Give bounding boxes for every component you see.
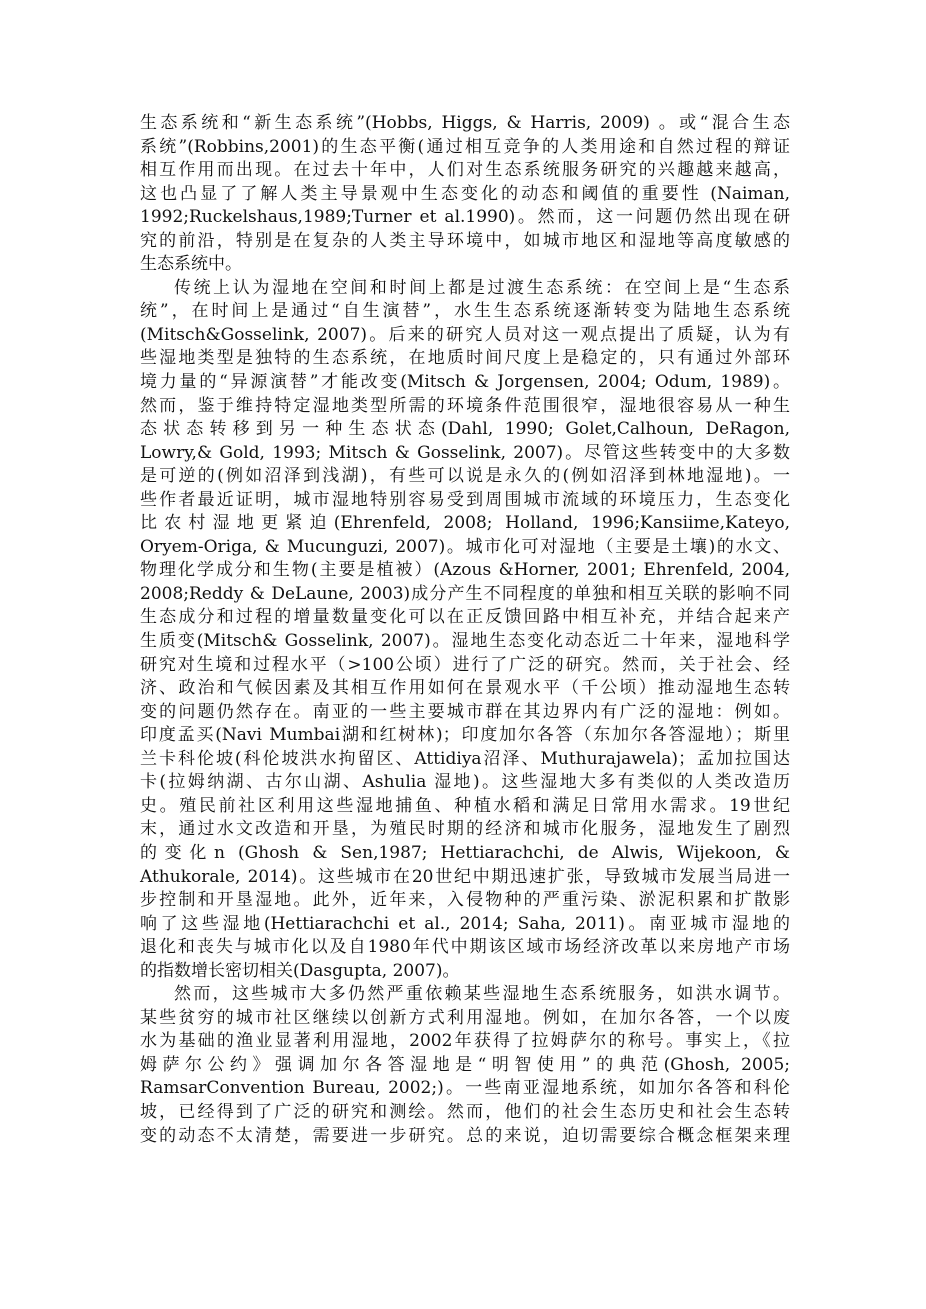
- text-line: 某些贫穷的城市社区继续以创新方式利用湿地。例如，在加尔各答，一个以废: [140, 1007, 790, 1028]
- text-line: 史。殖民前社区利用这些湿地捕鱼、种植水稻和满足日常用水需求。19世纪: [140, 795, 790, 816]
- text-line: 统”，在时间上是通过“自生演替”，水生生态系统逐渐转变为陆地生态系统: [140, 301, 790, 322]
- text-line: 相互作用而出现。在过去十年中，人们对生态系统服务研究的兴趣越来越高，: [140, 160, 790, 181]
- text-line: 兰卡科伦坡(科伦坡洪水拘留区、Attidiya沼泽、Muthurajawela)；孟加拉国达: [140, 748, 790, 769]
- text-line: 的变化n (Ghosh & Sen,1987; Hettiarachchi, de Alwis, Wijekoon, &: [140, 842, 790, 863]
- text-line: Lowry,& Gold, 1993; Mitsch & Gosselink, 2007)。尽管这些转变中的大多数: [140, 442, 790, 463]
- text-line: 变的问题仍然存在。南亚的一些主要城市群在其边界内有广泛的湿地：例如。: [140, 701, 790, 722]
- text-line: 些湿地类型是独特的生态系统，在地质时间尺度上是稳定的，只有通过外部环: [140, 348, 790, 369]
- text-line: 水为基础的渔业显著利用湿地，2002年获得了拉姆萨尔的称号。事实上，《拉: [140, 1031, 790, 1052]
- text-line: 些作者最近证明，城市湿地特别容易受到周围城市流域的环境压力，生态变化: [140, 489, 790, 510]
- text-line: Oryem-Origa, & Mucunguzi, 2007)。城市化可对湿地（主要是土壤)的水文、: [140, 536, 790, 557]
- text-line: 坡，已经得到了广泛的研究和测绘。然而，他们的社会生态历史和社会生态转: [140, 1101, 790, 1122]
- text-line: 物理化学成分和生物(主要是植被）(Azous &Horner, 2001; Ehrenfeld, 2004,: [140, 560, 790, 581]
- text-line: 态状态转移到另一种生态状态(Dahl, 1990; Golet,Calhoun, DeRagon,: [140, 419, 790, 440]
- text-line: 系统”(Robbins,2001)的生态平衡(通过相互竞争的人类用途和自然过程的辩证: [140, 136, 790, 157]
- text-line: 生态成分和过程的增量数量变化可以在正反馈回路中相互补充，并结合起来产: [140, 607, 790, 628]
- text-line: 究的前沿，特别是在复杂的人类主导环境中，如城市地区和湿地等高度敏感的: [140, 230, 790, 251]
- text-line: 境力量的“异源演替”才能改变(Mitsch & Jorgensen, 2004; Odum, 1989)。: [140, 372, 790, 393]
- body-text: [140, 112, 790, 1148]
- text-line: 是可逆的(例如沼泽到浅湖)，有些可以说是永久的(例如沼泽到林地湿地)。一: [140, 466, 790, 487]
- text-line: 然而，这些城市大多仍然严重依赖某些湿地生态系统服务，如洪水调节。: [174, 984, 790, 1005]
- text-line: 印度孟买(Navi Mumbai湖和红树林)；印度加尔各答（东加尔各答湿地）；斯里: [140, 725, 790, 746]
- text-line: 步控制和开垦湿地。此外，近年来，入侵物种的严重污染、淤泥积累和扩散影: [140, 890, 790, 911]
- text-line: Athukorale, 2014)。这些城市在20世纪中期迅速扩张，导致城市发展当局进一: [140, 866, 790, 887]
- text-line: 生质变(Mitsch& Gosselink, 2007)。湿地生态变化动态近二十年来，湿地科学: [140, 631, 790, 652]
- text-line: 生态系统和“新生态系统”(Hobbs, Higgs, & Harris, 2009) 。或“混合生态: [140, 113, 790, 133]
- text-line: 传统上认为湿地在空间和时间上都是过渡生态系统：在空间上是“生态系: [174, 277, 790, 298]
- text-line: 这也凸显了了解人类主导景观中生态变化的动态和阈值的重要性 (Naiman,: [140, 183, 790, 204]
- text-line: 响了这些湿地(Hettiarachchi et al., 2014; Saha, 2011)。南亚城市湿地的: [140, 913, 790, 934]
- text-line: 然而，鉴于维持特定湿地类型所需的环境条件范围很窄，湿地很容易从一种生: [140, 395, 790, 416]
- text-line: 1992;Ruckelshaus,1989;Turner et al.1990)。然而，这一问题仍然出现在研: [140, 207, 790, 228]
- text-line: 2008;Reddy & DeLaune, 2003)成分产生不同程度的单独和相互关联的影响不同: [140, 583, 790, 604]
- text-line: 的指数增长密切相关(Dasgupta, 2007)。: [140, 960, 460, 981]
- text-line: 卡(拉姆纳湖、古尔山湖、Ashulia 湿地)。这些湿地大多有类似的人类改造历: [140, 772, 790, 793]
- text-line: 研究对生境和过程水平（>100公顷）进行了广泛的研究。然而，关于社会、经: [140, 654, 790, 675]
- text-line: 比农村湿地更紧迫(Ehrenfeld, 2008; Holland, 1996;Kansiime,Kateyo,: [140, 513, 790, 534]
- text-line: (Mitsch&Gosselink, 2007)。后来的研究人员对这一观点提出了质疑，认为有: [140, 324, 790, 345]
- text-line: 末，通过水文改造和开垦，为殖民时期的经济和城市化服务，湿地发生了剧烈: [140, 819, 790, 840]
- text-line: 姆萨尔公约》强调加尔各答湿地是“明智使用”的典范(Ghosh, 2005;: [140, 1054, 790, 1075]
- text-line: 生态系统中。: [140, 254, 242, 275]
- text-line: 变的动态不太清楚，需要进一步研究。总的来说，迫切需要综合概念框架来理: [140, 1125, 790, 1146]
- text-line: 退化和丧失与城市化以及自1980年代中期该区域市场经济改革以来房地产市场: [140, 937, 790, 958]
- text-line: RamsarConvention Bureau, 2002;)。一些南亚湿地系统，如加尔各答和科伦: [140, 1078, 790, 1099]
- text-line: 济、政治和气候因素及其相互作用如何在景观水平（千公顷）推动湿地生态转: [140, 678, 790, 699]
